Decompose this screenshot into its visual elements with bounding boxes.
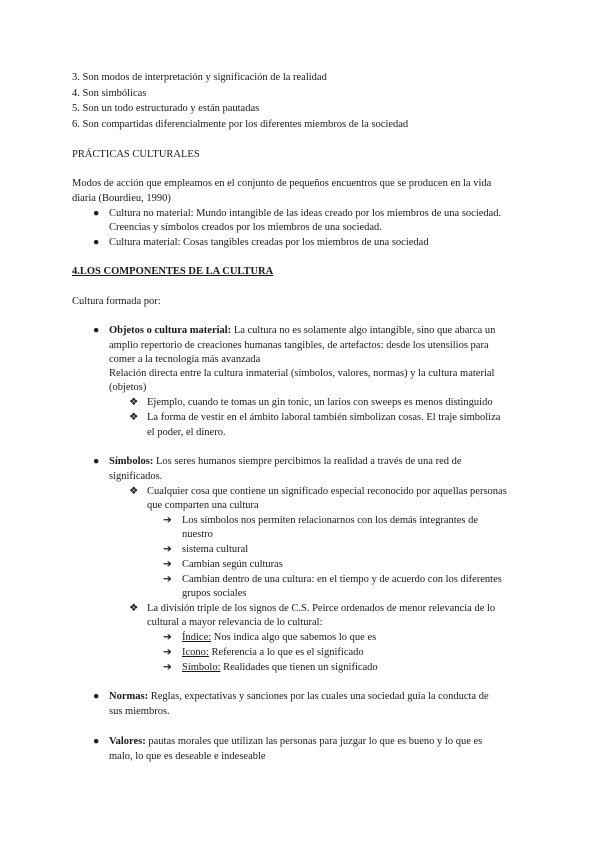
bullet-icon: ● bbox=[93, 736, 100, 747]
objetos-text: comer a la tecnología más avanzada bbox=[109, 354, 261, 365]
list-item: cultural a mayor relevancia de lo cultural: bbox=[147, 617, 323, 628]
list-item: Creencias y símbolos creados por los miembros de una sociedad. bbox=[109, 222, 382, 233]
section-heading-componentes: 4.LOS COMPONENTES DE LA CULTURA bbox=[72, 266, 274, 277]
list-item: el poder, el dinero. bbox=[147, 427, 226, 438]
term-valores: Valores: bbox=[109, 736, 146, 747]
diamond-bullet-icon: ❖ bbox=[129, 486, 139, 497]
arrow-right-icon: ➔ bbox=[163, 632, 172, 643]
list-item: grupos sociales bbox=[182, 588, 247, 599]
list-item: La división triple de los signos de C.S. Peirce ordenados de menor relevancia de lo bbox=[147, 603, 496, 614]
simbolos-text: significados. bbox=[109, 471, 163, 482]
intro-text: Cultura formada por: bbox=[72, 296, 161, 307]
diamond-bullet-icon: ❖ bbox=[129, 397, 139, 408]
list-item: que comparten una cultura bbox=[147, 500, 259, 511]
bullet-icon: ● bbox=[93, 208, 100, 219]
bullet-icon: ● bbox=[93, 456, 100, 467]
list-item: Cualquier cosa que contiene un significado especial reconocido por aquellas personas bbox=[147, 486, 507, 497]
list-item: nuestro bbox=[182, 529, 213, 540]
arrow-right-icon: ➔ bbox=[163, 559, 172, 570]
list-item-simbolo: Símbolo: Realidades que tienen un significado bbox=[182, 662, 378, 673]
list-item: sistema cultural bbox=[182, 544, 249, 555]
objetos-text: Relación directa entre la cultura inmaterial (símbolos, valores, normas) y la cultura material bbox=[109, 368, 495, 379]
arrow-right-icon: ➔ bbox=[163, 574, 172, 585]
term-normas: Normas: bbox=[109, 691, 149, 702]
valores-text: malo, lo que es deseable e indeseable bbox=[109, 751, 266, 762]
bullet-icon: ● bbox=[93, 691, 100, 702]
list-item: Cambian dentro de una cultura: en el tiempo y de acuerdo con los diferentes bbox=[182, 574, 502, 585]
valores-paragraph: Valores: pautas morales que utilizan las personas para juzgar lo que es bueno y lo que es bbox=[109, 736, 483, 747]
definition-text: Modos de acción que empleamos en el conjunto de pequeños encuentros que se producen en la vida bbox=[72, 178, 492, 189]
list-item: Cambian según culturas bbox=[182, 559, 283, 570]
diamond-bullet-icon: ❖ bbox=[129, 603, 139, 614]
objetos-text: (objetos) bbox=[109, 382, 147, 393]
list-item: 6. Son compartidas diferencialmente por los diferentes miembros de la sociedad bbox=[72, 119, 409, 130]
list-item-indice: Índice: Nos indica algo que sabemos lo que es bbox=[182, 632, 377, 643]
diamond-bullet-icon: ❖ bbox=[129, 412, 139, 423]
arrow-right-icon: ➔ bbox=[163, 515, 172, 526]
list-item: Los símbolos nos permiten relacionarnos con los demás integrantes de bbox=[182, 515, 478, 526]
list-item: 5. Son un todo estructurado y están pautadas bbox=[72, 103, 260, 114]
list-item: Ejemplo, cuando te tomas un gin tonic, un larios con sweeps es menos distinguido bbox=[147, 397, 493, 408]
normas-text: sus miembros. bbox=[109, 706, 170, 717]
list-item: 3. Son modos de interpretación y significación de la realidad bbox=[72, 72, 327, 83]
list-item: La forma de vestir en el ámbito laboral también simbolizan cosas. El traje simboliza bbox=[147, 412, 501, 423]
term-objetos: Objetos o cultura material: bbox=[109, 325, 232, 336]
arrow-right-icon: ➔ bbox=[163, 647, 172, 658]
simbolos-paragraph: Símbolos: Los seres humanos siempre percibimos la realidad a través de una red de bbox=[109, 456, 462, 467]
list-item: Cultura no material: Mundo intangible de las ideas creado por los miembros de una sociedad. bbox=[109, 208, 502, 219]
bullet-icon: ● bbox=[93, 325, 100, 336]
section-heading-practicas: PRÁCTICAS CULTURALES bbox=[72, 149, 200, 160]
arrow-right-icon: ➔ bbox=[163, 544, 172, 555]
objetos-paragraph: Objetos o cultura material: La cultura no es solamente algo intangible, sino que abarca un bbox=[109, 325, 496, 336]
list-item-icono: Icono: Referencia a lo que es el significado bbox=[182, 647, 364, 658]
list-item: Cultura material: Cosas tangibles creadas por los miembros de una sociedad bbox=[109, 237, 429, 248]
arrow-right-icon: ➔ bbox=[163, 662, 172, 673]
bullet-icon: ● bbox=[93, 237, 100, 248]
list-item: 4. Son simbólicas bbox=[72, 88, 147, 99]
objetos-text: amplio repertorio de creaciones humanas tangibles, de artefactos: desde los utensilios para bbox=[109, 340, 489, 351]
definition-text: diaria (Bourdieu, 1990) bbox=[72, 193, 171, 204]
normas-paragraph: Normas: Reglas, expectativas y sanciones por las cuales una sociedad guía la conducta de bbox=[109, 691, 489, 702]
term-simbolos: Símbolos: bbox=[109, 456, 154, 467]
